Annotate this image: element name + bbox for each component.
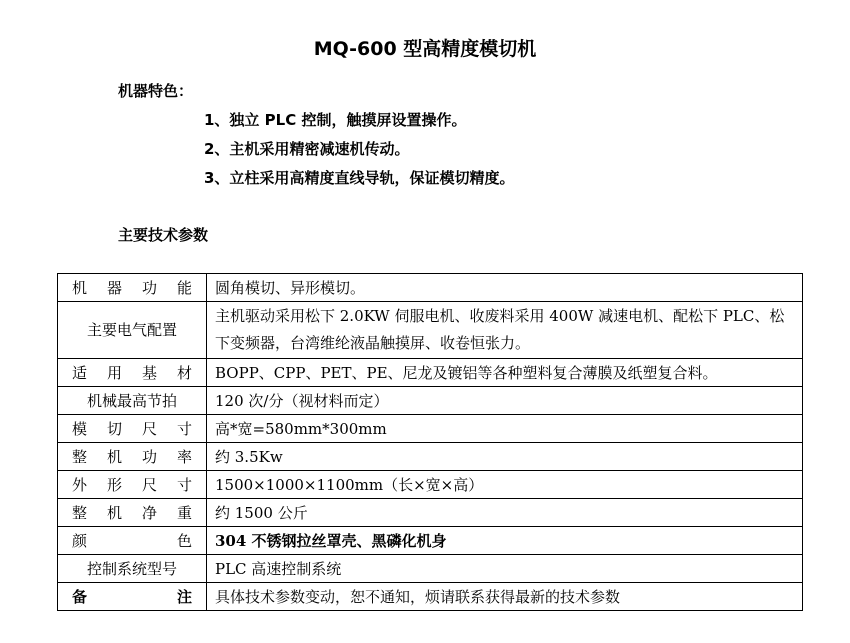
spec-value: BOPP、CPP、PET、PE、尼龙及镀铝等各种塑料复合薄膜及纸塑复合料。 <box>207 359 803 387</box>
spec-label: 机械最高节拍 <box>58 387 207 415</box>
spec-value: 高*宽=580mm*300mm <box>207 415 803 443</box>
features-list <box>204 106 514 193</box>
spec-value: 约 3.5Kw <box>207 443 803 471</box>
table-row <box>58 443 803 471</box>
feature-item: 1、独立 PLC 控制，触摸屏设置操作。 <box>204 111 467 129</box>
spec-label: 外形尺寸 <box>58 471 207 499</box>
spec-value: 1500×1000×1100mm（长×宽×高） <box>207 471 803 499</box>
spec-label: 备注 <box>58 583 207 611</box>
table-row <box>58 471 803 499</box>
spec-label: 整机净重 <box>58 499 207 527</box>
table-row <box>58 527 803 555</box>
feature-item: 3、立柱采用高精度直线导轨，保证模切精度。 <box>204 169 515 187</box>
spec-label: 整机功率 <box>58 443 207 471</box>
document-title: MQ-600 型高精度模切机 <box>313 38 537 60</box>
table-row <box>58 274 803 302</box>
spec-value: PLC 高速控制系统 <box>207 555 803 583</box>
spec-value: 304 不锈钢拉丝罩壳、黑磷化机身 <box>207 527 803 555</box>
spec-label: 控制系统型号 <box>58 555 207 583</box>
spec-label: 模切尺寸 <box>58 415 207 443</box>
spec-label: 主要电气配置 <box>58 302 207 359</box>
spec-value: 具体技术参数变动，恕不通知，烦请联系获得最新的技术参数 <box>207 583 803 611</box>
spec-table <box>57 273 803 611</box>
table-row <box>58 499 803 527</box>
spec-value: 120 次/分（视材料而定） <box>207 387 803 415</box>
spec-label: 颜色 <box>58 527 207 555</box>
feature-item: 2、主机采用精密减速机传动。 <box>204 140 410 158</box>
table-row <box>58 387 803 415</box>
table-row <box>58 555 803 583</box>
features-heading: 机器特色： <box>118 82 194 100</box>
spec-value: 圆角模切、异形模切。 <box>207 274 803 302</box>
spec-label: 机器功能 <box>58 274 207 302</box>
table-row <box>58 359 803 387</box>
table-row <box>58 583 803 611</box>
spec-label: 适用基材 <box>58 359 207 387</box>
spec-value: 约 1500 公斤 <box>207 499 803 527</box>
table-row <box>58 415 803 443</box>
spec-value: 主机驱动采用松下 2.0KW 伺服电机、收废料采用 400W 减速电机、配松下 PLC、松下变频器，台湾维纶液晶触摸屏、收卷恒张力。 <box>207 302 803 359</box>
specs-heading: 主要技术参数 <box>118 226 209 244</box>
table-row <box>58 302 803 359</box>
